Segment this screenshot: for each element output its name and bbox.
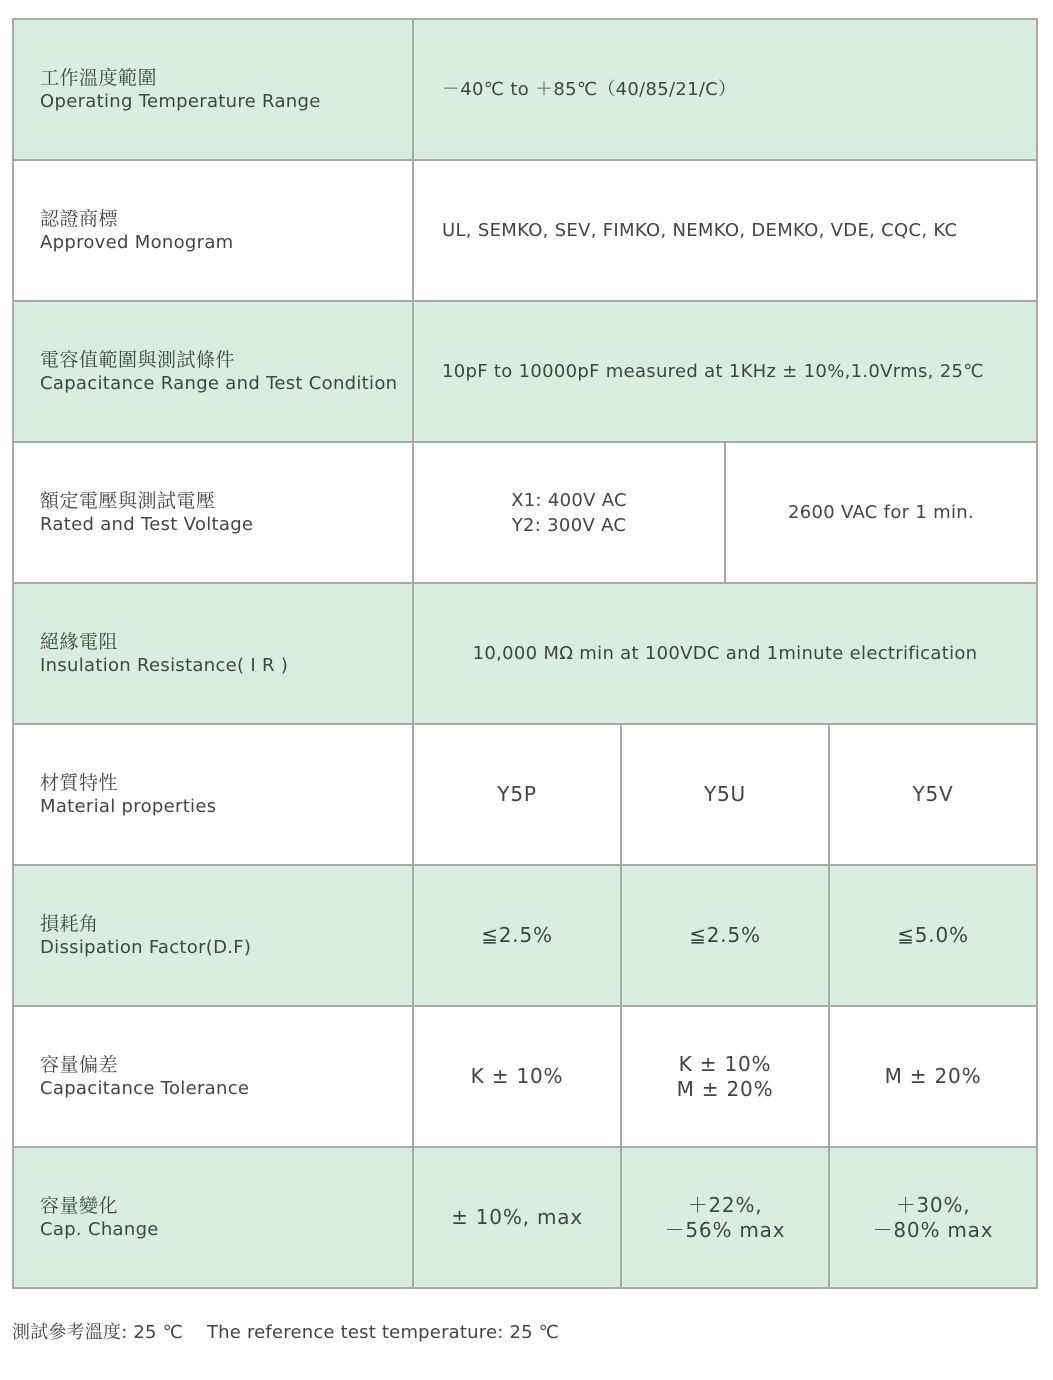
value-cap-change-y5p: ± 10%, max <box>413 1147 621 1288</box>
value-dissipation-y5v: ≦5.0% <box>829 865 1037 1006</box>
label-zh: 容量變化 <box>40 1194 119 1217</box>
footnote-en: The reference test temperature: 25 ℃ <box>206 1322 560 1343</box>
label-cell-dissipation-factor <box>13 865 413 1006</box>
row-capacitance-range <box>13 301 1037 442</box>
label-cell-capacitance-range <box>13 301 413 442</box>
label-cell-capacitance-tolerance <box>13 1006 413 1147</box>
row-rated-voltage <box>13 442 1037 583</box>
label-zh: 額定電壓與測試電壓 <box>40 489 216 512</box>
tolerance-y5u-line2: M ± 20% <box>676 1076 774 1101</box>
value-capacitance-range: 10pF to 10000pF measured at 1KHz ± 10%,1.0Vrms, 25℃ <box>413 301 1037 442</box>
label-cell-material-properties <box>13 724 413 865</box>
label-en: Capacitance Tolerance <box>40 1077 250 1099</box>
cap-change-y5u-line2: －56% max <box>664 1217 786 1242</box>
label-zh: 工作溫度範圍 <box>40 66 158 89</box>
label-zh: 絕緣電阻 <box>40 630 119 653</box>
label-en: Rated and Test Voltage <box>40 513 254 535</box>
cap-change-y5u-line1: ＋22%, <box>687 1192 763 1217</box>
label-zh: 材質特性 <box>40 771 119 794</box>
value-tolerance-y5v: M ± 20% <box>829 1006 1037 1147</box>
label-cell-rated-voltage <box>13 442 413 583</box>
value-tolerance-y5p: K ± 10% <box>413 1006 621 1147</box>
label-en: Dissipation Factor(D.F) <box>40 936 252 958</box>
value-test-voltage: 2600 VAC for 1 min. <box>725 442 1037 583</box>
row-insulation-resistance <box>13 583 1037 724</box>
value-cap-change-y5v <box>829 1147 1037 1288</box>
cap-change-y5v-line2: －80% max <box>872 1217 994 1242</box>
value-dissipation-y5p: ≦2.5% <box>413 865 621 1006</box>
row-dissipation-factor <box>13 865 1037 1006</box>
value-approved-monogram: UL, SEMKO, SEV, FIMKO, NEMKO, DEMKO, VDE, CQC, KC <box>413 160 1037 301</box>
label-en: Cap. Change <box>40 1218 159 1240</box>
row-capacitance-tolerance <box>13 1006 1037 1147</box>
value-material-y5u: Y5U <box>621 724 829 865</box>
label-en: Operating Temperature Range <box>40 90 321 112</box>
value-dissipation-y5u: ≦2.5% <box>621 865 829 1006</box>
row-cap-change <box>13 1147 1037 1288</box>
label-zh: 損耗角 <box>40 912 99 935</box>
specification-table <box>12 18 1038 1289</box>
row-approved-monogram <box>13 160 1037 301</box>
label-en: Insulation Resistance( I R ) <box>40 654 289 676</box>
label-cell-operating-temperature <box>13 19 413 160</box>
row-operating-temperature <box>13 19 1037 160</box>
label-en: Capacitance Range and Test Condition <box>40 372 398 394</box>
label-en: Material properties <box>40 795 217 817</box>
label-en: Approved Monogram <box>40 231 234 253</box>
value-material-y5v: Y5V <box>829 724 1037 865</box>
label-zh: 認證商標 <box>40 207 119 230</box>
label-zh: 電容值範圍與測試條件 <box>40 348 236 371</box>
value-material-y5p: Y5P <box>413 724 621 865</box>
rated-voltage-x1: X1: 400V AC <box>511 489 627 511</box>
value-cap-change-y5u <box>621 1147 829 1288</box>
label-cell-cap-change <box>13 1147 413 1288</box>
value-tolerance-y5u <box>621 1006 829 1147</box>
rated-voltage-y2: Y2: 300V AC <box>511 514 627 536</box>
reference-temperature-footnote <box>12 1318 559 1344</box>
tolerance-y5u-line1: K ± 10% <box>678 1051 772 1076</box>
value-insulation-resistance: 10,000 MΩ min at 100VDC and 1minute electrification <box>413 583 1037 724</box>
value-operating-temperature: －40℃ to ＋85℃（40/85/21/C） <box>413 19 1037 160</box>
value-rated-voltage <box>413 442 725 583</box>
label-cell-insulation-resistance <box>13 583 413 724</box>
label-cell-approved-monogram <box>13 160 413 301</box>
footnote-zh: 測試參考溫度: 25 ℃ <box>12 1322 184 1343</box>
row-material-properties <box>13 724 1037 865</box>
label-zh: 容量偏差 <box>40 1053 119 1076</box>
cap-change-y5v-line1: ＋30%, <box>895 1192 971 1217</box>
